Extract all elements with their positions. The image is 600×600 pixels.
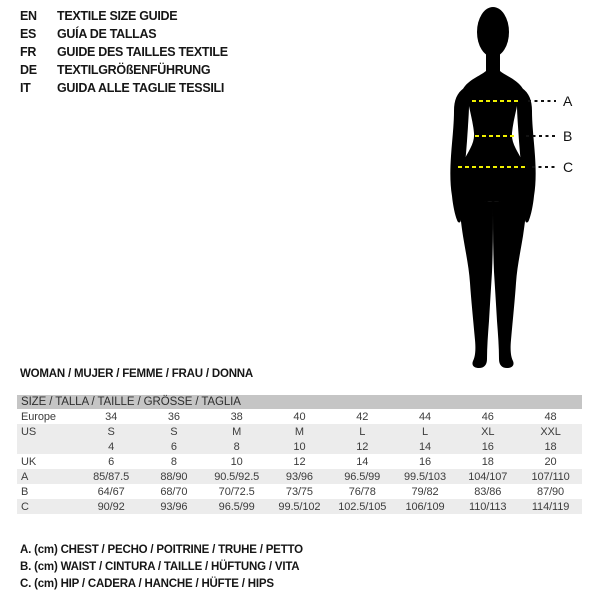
size-table-row <box>17 484 582 499</box>
language-row <box>20 43 228 61</box>
language-row <box>20 25 228 43</box>
size-table-row <box>17 469 582 484</box>
size-cell: XL <box>456 424 519 439</box>
language-title: GUÍA DE TALLAS <box>57 27 157 41</box>
size-table-header: SIZE / TALLA / TAILLE / GRÖSSE / TAGLIA <box>17 395 582 409</box>
size-cell: 34 <box>105 410 118 423</box>
size-cell: 16 <box>456 439 519 454</box>
size-cell: XXL <box>519 424 582 439</box>
measure-label-c: C <box>563 159 574 175</box>
row-label: UK <box>21 455 37 468</box>
measurement-legend <box>20 542 303 593</box>
size-cell: 70/72.5 <box>218 485 255 498</box>
size-cell: M <box>268 424 331 439</box>
size-cell: 4 <box>80 439 143 454</box>
size-cell: 10 <box>230 455 243 468</box>
size-cell: 46 <box>481 410 494 423</box>
size-cell: 87/90 <box>537 485 565 498</box>
language-title: TEXTILGRÖßENFÜHRUNG <box>57 63 211 77</box>
size-cell: 85/87.5 <box>80 469 143 484</box>
size-cell: 79/82 <box>411 485 439 498</box>
row-label: C <box>17 499 80 514</box>
size-cell: 99.5/102 <box>268 499 331 514</box>
size-cell: M <box>205 424 268 439</box>
row-label: Europe <box>21 410 56 423</box>
legend-line: A. (cm) CHEST / PECHO / POITRINE / TRUHE / PETTO <box>20 544 303 556</box>
language-title: TEXTILE SIZE GUIDE <box>57 9 178 23</box>
size-cell: L <box>331 424 394 439</box>
size-cell: 106/109 <box>394 499 457 514</box>
size-cell: 14 <box>394 439 457 454</box>
size-cell: 96.5/99 <box>331 469 394 484</box>
size-cell: 18 <box>519 439 582 454</box>
size-cell: 6 <box>108 455 115 468</box>
size-table-row <box>17 409 582 424</box>
size-cell: 64/67 <box>97 485 125 498</box>
measure-label-b: B <box>563 128 573 144</box>
section-heading: WOMAN / MUJER / FEMME / FRAU / DONNA <box>20 368 254 380</box>
language-list <box>20 7 228 97</box>
size-cell: 96.5/99 <box>205 499 268 514</box>
size-cell: 102.5/105 <box>331 499 394 514</box>
size-cell: 18 <box>481 455 494 468</box>
size-cell: 8 <box>170 455 177 468</box>
size-cell: 8 <box>205 439 268 454</box>
size-cell: 48 <box>544 410 557 423</box>
legend-line: B. (cm) WAIST / CINTURA / TAILLE / HÜFTUNG / VITA <box>20 561 300 573</box>
size-cell: 76/78 <box>348 485 376 498</box>
size-cell: 42 <box>356 410 369 423</box>
size-table-row <box>17 499 582 514</box>
language-row <box>20 79 228 97</box>
language-code: FR <box>20 45 37 59</box>
size-cell: 44 <box>418 410 431 423</box>
language-row <box>20 7 228 25</box>
size-cell: 6 <box>143 439 206 454</box>
size-cell: 93/96 <box>143 499 206 514</box>
size-cell: 40 <box>293 410 306 423</box>
size-cell: 38 <box>230 410 243 423</box>
size-cell: 104/107 <box>456 469 519 484</box>
size-cell: 16 <box>418 455 431 468</box>
size-table-header-row <box>17 395 582 409</box>
legend-line: C. (cm) HIP / CADERA / HANCHE / HÜFTE / HIPS <box>20 578 274 590</box>
language-code: DE <box>20 63 37 77</box>
size-cell: 107/110 <box>519 469 582 484</box>
size-table-row <box>17 454 582 469</box>
size-cell: S <box>143 424 206 439</box>
row-label: B <box>21 485 29 498</box>
measure-label-a: A <box>563 93 573 109</box>
size-cell: 20 <box>544 455 557 468</box>
size-cell: 73/75 <box>285 485 313 498</box>
size-cell: L <box>394 424 457 439</box>
size-cell: 83/86 <box>474 485 502 498</box>
size-cell: 110/113 <box>456 499 519 514</box>
language-title: GUIDE DES TAILLES TEXTILE <box>57 45 228 59</box>
size-cell: 12 <box>293 455 306 468</box>
size-cell: 12 <box>331 439 394 454</box>
language-code: ES <box>20 27 37 41</box>
size-table <box>17 395 582 514</box>
row-label: A <box>17 469 80 484</box>
size-cell: 88/90 <box>143 469 206 484</box>
row-label: US <box>17 424 80 439</box>
size-cell: 90/92 <box>80 499 143 514</box>
language-code: IT <box>20 81 31 95</box>
row-label <box>17 439 80 454</box>
size-table-row <box>17 424 582 439</box>
language-code: EN <box>20 9 37 23</box>
size-cell: 68/70 <box>160 485 188 498</box>
language-title: GUIDA ALLE TAGLIE TESSILI <box>57 81 225 95</box>
woman-silhouette-icon <box>450 7 535 368</box>
size-cell: 36 <box>167 410 180 423</box>
size-cell: 99.5/103 <box>394 469 457 484</box>
woman-silhouette-figure <box>430 0 600 380</box>
language-row <box>20 61 228 79</box>
size-cell: 10 <box>268 439 331 454</box>
size-cell: 90.5/92.5 <box>205 469 268 484</box>
size-cell: 93/96 <box>268 469 331 484</box>
size-cell: S <box>80 424 143 439</box>
size-cell: 114/119 <box>519 499 582 514</box>
size-cell: 14 <box>356 455 369 468</box>
size-table-row <box>17 439 582 454</box>
